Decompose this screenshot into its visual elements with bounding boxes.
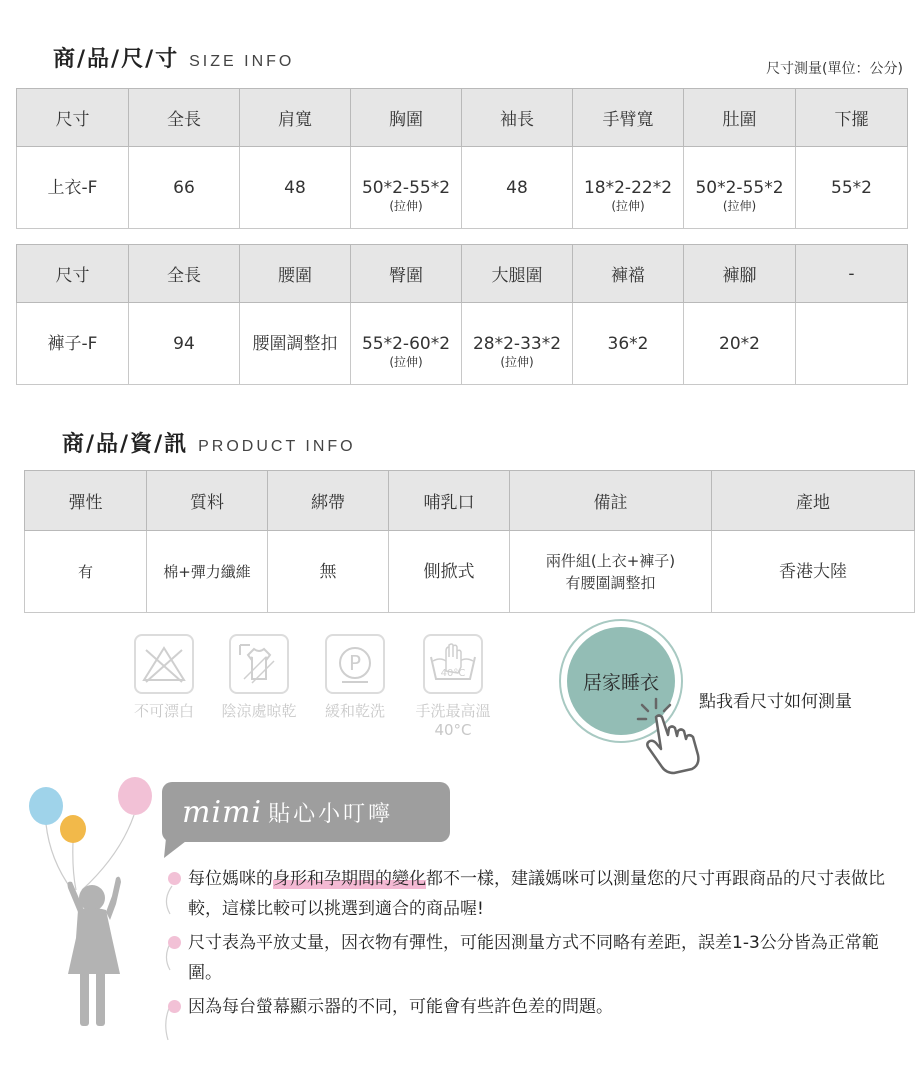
table-cell: 66 [129,147,240,229]
header-cell: 全長 [129,245,240,303]
top-size-table [16,88,908,229]
bubble-tail [162,838,192,860]
mild-dry-clean-icon [325,634,385,694]
bullet-dot [168,936,181,949]
care-label: 不可漂白 [133,702,194,720]
header-cell: 全長 [129,89,240,147]
hand-wash-icon [423,634,483,694]
size-info-title-en: SIZE INFO [189,53,295,70]
table-cell: 有 [25,531,147,613]
care-label: 手洗最高溫 [415,702,491,720]
tip-item: 因為每台螢幕顯示器的不同，可能會有些許色差的問題。 [168,992,898,1022]
top-table-row [17,147,908,229]
table-cell: 55*2 [796,147,908,229]
category-badge-label: 居家睡衣 [567,627,675,735]
header-cell: 臀圍 [351,245,462,303]
header-cell: 尺寸 [17,245,129,303]
care-no-bleach [125,634,203,721]
header-cell: 尺寸 [17,89,129,147]
header-cell: 肩寬 [240,89,351,147]
tip-item: 每位媽咪的身形和孕期間的變化都不一樣，建議媽咪可以測量您的尺寸再跟商品的尺寸表做比較，這樣比較可以挑選到適合的商品喔! [168,864,898,924]
tip-highlight: 身形和孕期間的變化 [273,869,426,889]
table-cell: 50*2-55*2 (拉伸) [684,147,796,229]
table-cell: 48 [462,147,573,229]
header-cell: 胸圍 [351,89,462,147]
tips-title-bubble [162,782,450,842]
top-table-header-row [17,89,908,147]
bullet-dot [168,1000,181,1013]
header-cell: - [796,245,908,303]
table-cell: 48 [240,147,351,229]
table-cell: 50*2-55*2 (拉伸) [351,147,462,229]
table-cell [796,303,908,385]
table-cell: 94 [129,303,240,385]
blue-balloon [29,787,63,825]
header-cell: 袖長 [462,89,573,147]
size-info-title [53,42,294,73]
product-info-table [24,470,915,613]
child-silhouette [68,877,122,1026]
size-info-title-zh: 商/品/尺/寸 [53,47,180,72]
table-cell: 側掀式 [389,531,510,613]
header-cell: 哺乳口 [389,471,510,531]
table-cell: 香港大陸 [712,531,915,613]
orange-balloon [60,815,86,843]
header-cell: 肚圍 [684,89,796,147]
header-cell: 褲腳 [684,245,796,303]
header-cell: 產地 [712,471,915,531]
table-cell: 棉+彈力纖維 [147,531,268,613]
header-cell: 備註 [510,471,712,531]
table-cell: 無 [268,531,389,613]
table-cell: 20*2 [684,303,796,385]
header-cell: 下擺 [796,89,908,147]
care-label: 陰涼處晾乾 [221,702,297,720]
tips-title-text: 貼心小叮嚀 [268,801,394,827]
care-temp: 40°C [440,668,466,679]
header-cell: 彈性 [25,471,147,531]
product-info-title-zh: 商/品/資/訊 [62,432,189,457]
table-cell: 36*2 [573,303,684,385]
care-label: 緩和乾洗 [324,702,385,720]
tip-item: 尺寸表為平放丈量，因衣物有彈性，可能因測量方式不同略有差距，誤差1-3公分皆為正常範圍。 [168,928,898,988]
table-cell: 55*2-60*2 (拉伸) [351,303,462,385]
info-table-header-row [25,471,915,531]
product-info-title-en: PRODUCT INFO [198,438,356,455]
header-cell: 手臂寬 [573,89,684,147]
table-cell: 28*2-33*2 (拉伸) [462,303,573,385]
table-cell: 上衣-F [17,147,129,229]
table-cell: 褲子-F [17,303,129,385]
header-cell: 綁帶 [268,471,389,531]
care-shade-dry [220,634,298,721]
info-table-row [25,531,915,613]
unit-note: 尺寸測量(單位：公分) [766,61,903,77]
care-mild-dry-clean [316,634,394,721]
no-bleach-icon [134,634,194,694]
pants-table-row [17,303,908,385]
measure-guide-link[interactable]: 點我看尺寸如何測量 [699,692,852,712]
pink-balloon [118,777,152,815]
shade-dry-icon [229,634,289,694]
header-cell: 質料 [147,471,268,531]
tips-title-mimi: mimi [182,794,263,830]
pants-size-table [16,244,908,385]
bullet-dot [168,872,181,885]
care-p-letter: P [348,651,362,675]
header-cell: 大腿圍 [462,245,573,303]
table-cell: 兩件組(上衣+褲子) 有腰圍調整扣 [510,531,712,613]
table-cell: 18*2-22*2 (拉伸) [573,147,684,229]
header-cell: 腰圍 [240,245,351,303]
care-hand-wash [414,634,492,739]
table-cell: 腰圍調整扣 [240,303,351,385]
product-info-title [62,427,356,458]
header-cell: 褲襠 [573,245,684,303]
balloon-girl-illustration [20,770,160,1045]
care-label-2: 40°C [434,721,472,739]
pants-table-header-row [17,245,908,303]
